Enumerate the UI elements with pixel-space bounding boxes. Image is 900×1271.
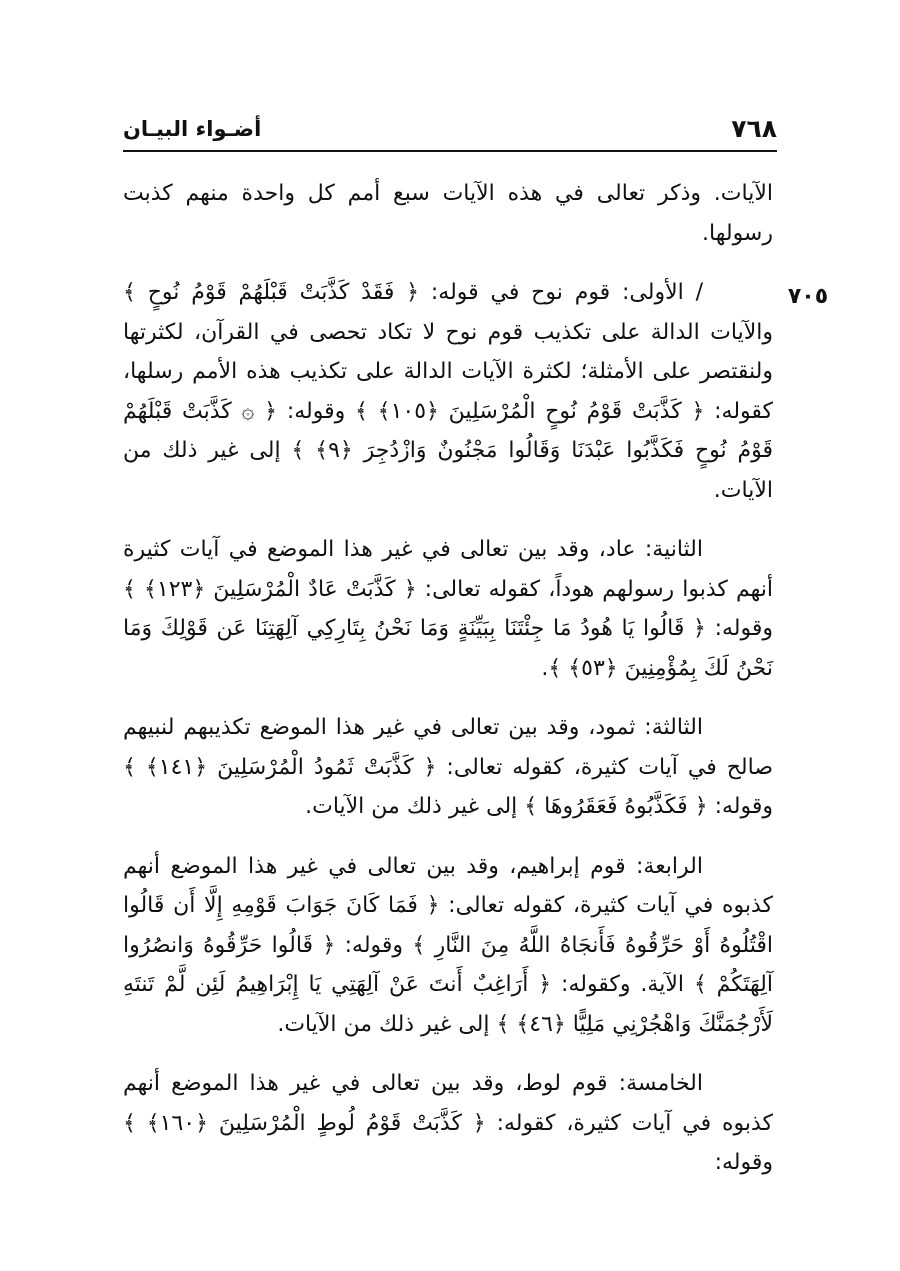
paragraph-third-nation: الثالثة: ثمود، وقد بين تعالى في غير هذا الموضع تكذيبهم لنبيهم صالح في آيات كثيرة، كقوله تعالى: ﴿ كَذَّبَتْ ثَمُودُ الْمُرْسَلِينَ ﴿١٤١﴾ ﴾ وقوله: ﴿ فَكَذَّبُوهُ فَعَقَرُوهَا ﴾ إلى غير ذلك من الآيات. bbox=[123, 715, 773, 819]
page-body bbox=[123, 174, 773, 1203]
paragraph-first-nation: / الأولى: قوم نوح في قوله: ﴿ فَقَدْ كَذَّبَتْ قَبْلَهُمْ قَوْمُ نُوحٍ ﴾ والآيات الدالة على تكذيب قوم نوح لا تكاد تحصى في القرآن، لكثرتها ولنقتصر على الأمثلة؛ لكثرة الآيات الدالة على تكذيب هذه الأمم رسلها، كقوله: ﴿ كَذَّبَتْ قَوْمُ نُوحٍ الْمُرْسَلِينَ ﴿١٠٥﴾ ﴾ وقوله: ﴿ ۞ كَذَّبَتْ قَبْلَهُمْ قَوْمُ نُوحٍ فَكَذَّبُوا عَبْدَنَا وَقَالُوا مَجْنُونٌ وَازْدُجِرَ ﴿٩﴾ ﴾ إلى غير ذلك من الآيات. bbox=[123, 280, 773, 503]
running-title: أضـواء البيـان bbox=[123, 117, 262, 141]
paragraph-fifth-nation: الخامسة: قوم لوط، وقد بين تعالى في غير هذا الموضع أنهم كذبوه في آيات كثيرة، كقوله: ﴿ كَذَّبَتْ قَوْمُ لُوطٍ الْمُرْسَلِينَ ﴿١٦٠﴾ ﴾ وقوله: bbox=[123, 1071, 773, 1175]
margin-section-number: ٧٠٥ bbox=[787, 284, 829, 309]
page-number: ٧٦٨ bbox=[731, 114, 777, 143]
paragraph-second-nation: الثانية: عاد، وقد بين تعالى في غير هذا الموضع في آيات كثيرة أنهم كذبوا رسولهم هوداً، كقوله تعالى: ﴿ كَذَّبَتْ عَادٌ الْمُرْسَلِينَ ﴿١٢٣﴾ ﴾ وقوله: ﴿ قَالُوا يَا هُودُ مَا جِئْتَنَا بِبَيِّنَةٍ وَمَا نَحْنُ بِتَارِكِي آلِهَتِنَا عَن قَوْلِكَ وَمَا نَحْنُ لَكَ بِمُؤْمِنِينَ ﴿٥٣﴾ ﴾. bbox=[123, 537, 773, 681]
page-header bbox=[123, 112, 777, 152]
paragraph-fourth-nation: الرابعة: قوم إبراهيم، وقد بين تعالى في غير هذا الموضع أنهم كذبوه في آيات كثيرة، كقوله تعالى: ﴿ فَمَا كَانَ جَوَابَ قَوْمِهِ إِلَّا أَن قَالُوا اقْتُلُوهُ أَوْ حَرِّقُوهُ فَأَنجَاهُ اللَّهُ مِنَ النَّارِ ﴾ وقوله: ﴿ قَالُوا حَرِّقُوهُ وَانصُرُوا آلِهَتَكُمْ ﴾ الآية. وكقوله: ﴿ أَرَاغِبٌ أَنتَ عَنْ آلِهَتِي يَا إِبْرَاهِيمُ لَئِن لَّمْ تَنتَهِ لَأَرْجُمَنَّكَ وَاهْجُرْنِي مَلِيًّا ﴿٤٦﴾ ﴾ إلى غير ذلك من الآيات. bbox=[123, 853, 773, 1037]
header-divider bbox=[123, 150, 777, 152]
paragraph-intro: الآيات. وذكر تعالى في هذه الآيات سبع أمم كل واحدة منهم كذبت رسولها. bbox=[123, 181, 773, 246]
